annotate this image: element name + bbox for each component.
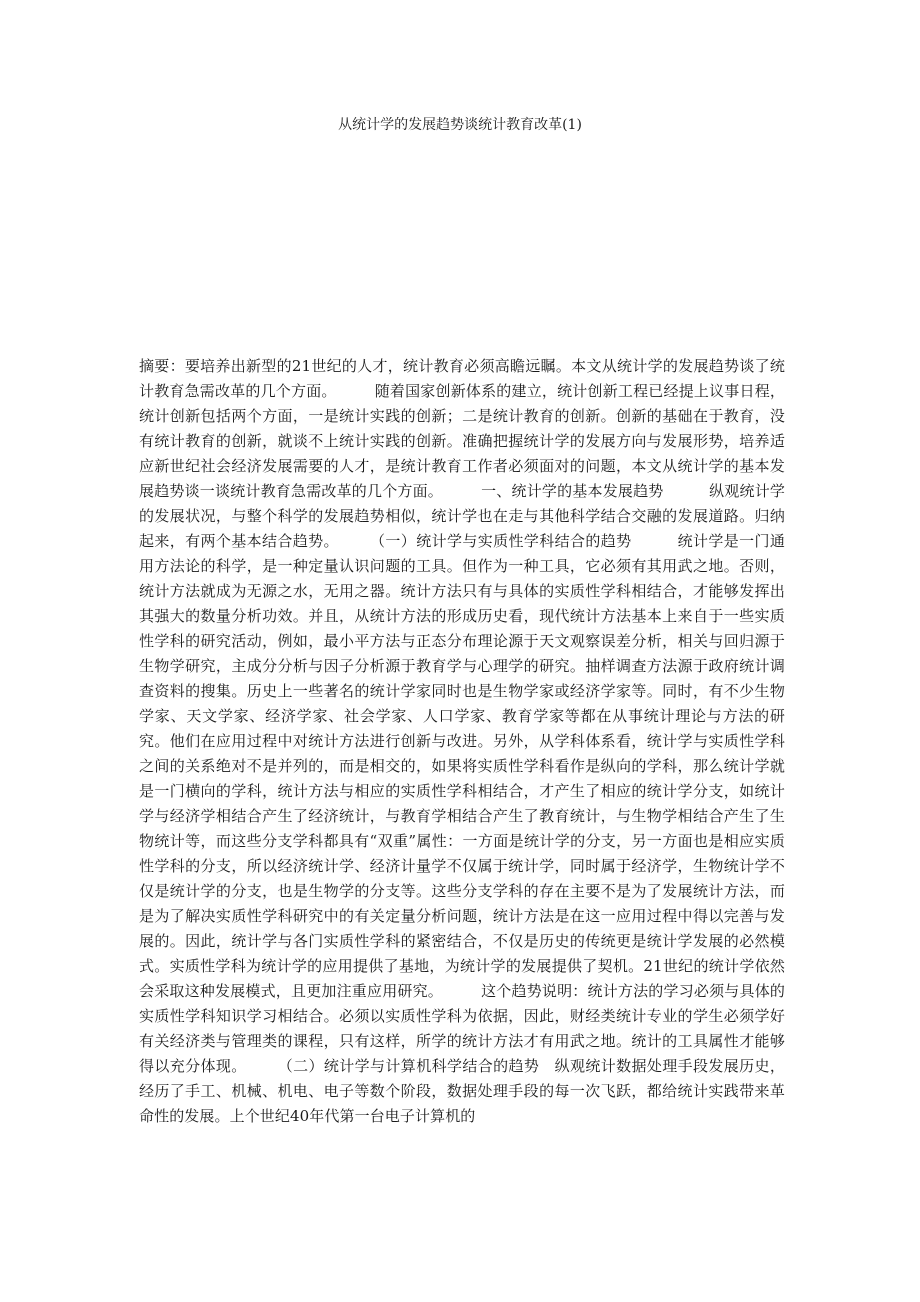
document-title: 从统计学的发展趋势谈统计教育改革(1) <box>338 117 582 133</box>
document-body-text: 摘要：要培养出新型的21世纪的人才，统计教育必须高瞻远瞩。本文从统计学的发展趋势谈了统计教育急需改革的几个方面。 随着国家创新体系的建立，统计创新工程已经提上议事日程，统计创新包括两个方面，一是统计实践的创新；二是统计教育的创新。创新的基础在于教育，没有统计教育的创新，就谈不上统计实践的创新。准确把握统计学的发展方向与发展形势，培养适应新世纪社会经济发展需要的人才，是统计教育工作者必须面对的问题，本文从统计学的基本发展趋势谈一谈统计教育急需改革的几个方面。 一、统计学的基本发展趋势 纵观统计学的发展状况，与整个科学的发展趋势相似，统计学也在走与其他科学结合交融的发展道路。归纳起来，有两个基本结合趋势。 （一）统计学与实质性学科结合的趋势 统计学是一门通用方法论的科学，是一种定量认识问题的工具。但作为一种工具，它必须有其用武之地。否则，统计方法就成为无源之水，无用之器。统计方法只有与具体的实质性学科相结合，才能够发挥出其强大的数量分析功效。并且，从统计方法的形成历史看，现代统计方法基本上来自于一些实质性学科的研究活动，例如，最小平方法与正态分布理论源于天文观察误差分析，相关与回归源于生物学研究，主成分分析与因子分析源于教育学与心理学的研究。抽样调查方法源于政府统计调查资料的搜集。历史上一些著名的统计学家同时也是生物学家或经济学家等。同时，有不少生物学家、天文学家、经济学家、社会学家、人口学家、教育学家等都在从事统计理论与方法的研究。他们在应用过程中对统计方法进行创新与改进。另外，从学科体系看，统计学与实质性学科之间的关系绝对不是并列的，而是相交的，如果将实质性学科看作是纵向的学科，那么统计学就是一门横向的学科，统计方法与相应的实质性学科相结合，才产生了相应的统计学分支，如统计学与经济学相结合产生了经济统计，与教育学相结合产生了教育统计，与生物学相结合产生了生物统计等，而这些分支学科都具有“双重”属性：一方面是统计学的分支，另一方面也是相应实质性学科的分支，所以经济统计学、经济计量学不仅属于统计学，同时属于经济学，生物统计学不仅是统计学的分支，也是生物学的分支等。这些分支学科的存在主要不是为了发展统计方法，而是为了解决实质性学科研究中的有关定量分析问题，统计方法是在这一应用过程中得以完善与发展的。因此，统计学与各门实质性学科的紧密结合，不仅是历史的传统更是统计学发展的必然模式。实质性学科为统计学的应用提供了基地，为统计学的发展提供了契机。21世纪的统计学依然会采取这种发展模式，且更加注重应用研究。 这个趋势说明：统计方法的学习必须与具体的实质性学科知识学习相结合。必须以实质性学科为依据，因此，财经类统计专业的学生必须学好有关经济类与管理类的课程，只有这样，所学的统计方法才有用武之地。统计的工具属性才能够得以充分体现。 （二）统计学与计算机科学结合的趋势 纵观统计数据处理手段发展历史，经历了手工、机械、机电、电子等数个阶段，数据处理手段的每一次飞跃，都给统计实践带来革命性的发展。上个世纪40年代第一台电子计算机的 <box>139 357 785 1125</box>
